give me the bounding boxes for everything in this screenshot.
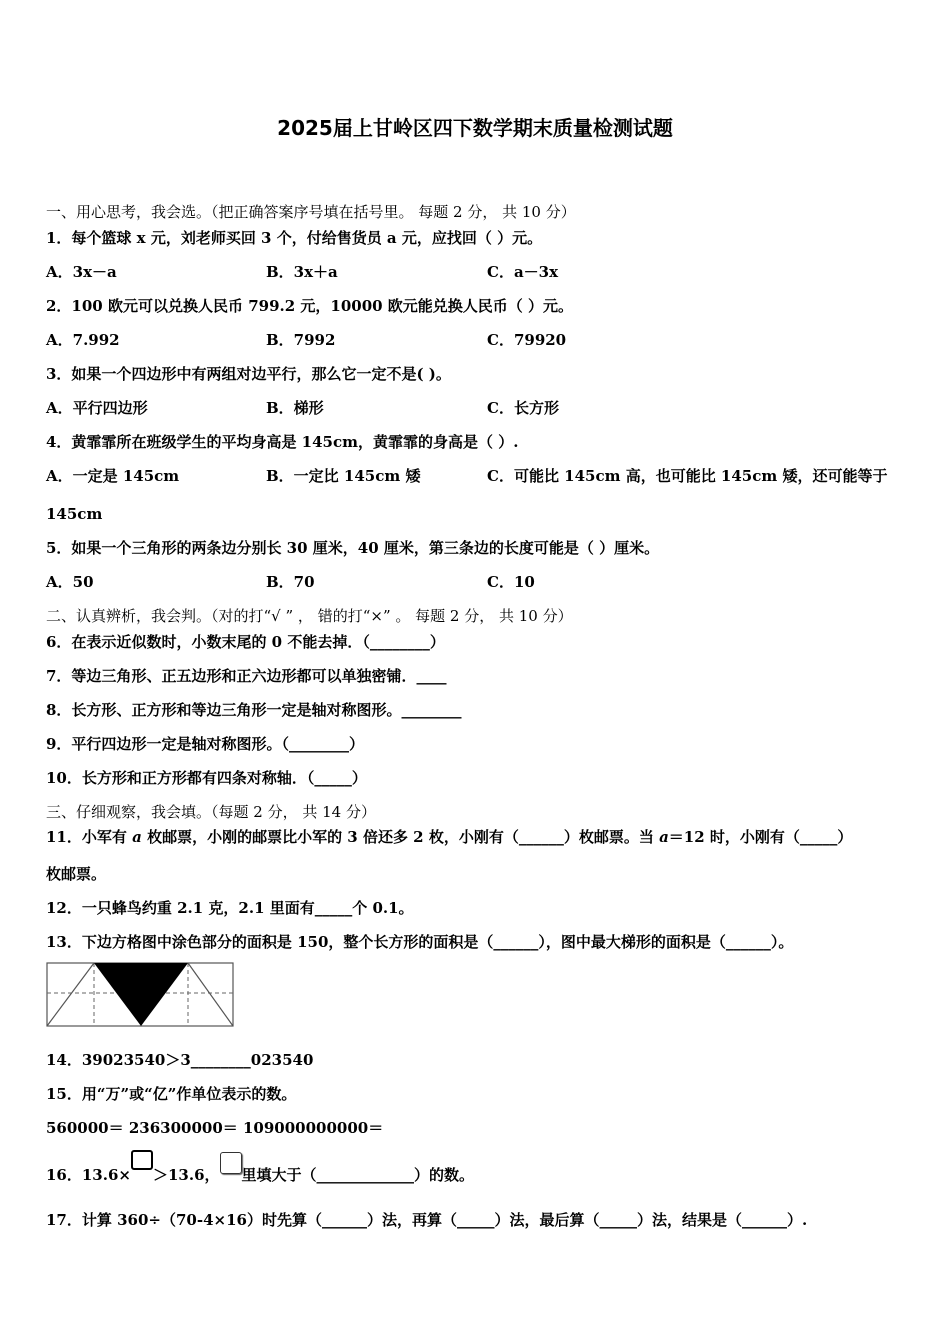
q11-variable-a-2: a xyxy=(659,828,669,846)
question-6: 6．在表示近似数时，小数末尾的 0 不能去掉．（________） xyxy=(46,633,445,651)
shaded-triangle xyxy=(94,963,188,1026)
question-11 xyxy=(46,827,852,847)
question-1: 1．每个篮球 x 元，刘老师买回 3 个，付给售货员 a 元，应找回（ ）元。 xyxy=(46,229,543,247)
question-11-continued: 枚邮票。 xyxy=(46,865,107,883)
q1-option-b: B．3x＋a xyxy=(266,263,338,281)
q4-option-b: B．一定比 145cm 矮 xyxy=(266,467,421,485)
q5-option-c: C．10 xyxy=(487,573,535,591)
trapezoid-left-edge xyxy=(47,963,94,1026)
question-15-answers: 560000＝ 236300000＝ 109000000000＝ xyxy=(46,1119,384,1137)
question-10: 10．长方形和正方形都有四条对称轴．（_____） xyxy=(46,769,367,787)
question-2: 2．100 欧元可以兑换人民币 799.2 元，10000 欧元能兑换人民币（ ）元。 xyxy=(46,297,574,315)
trapezoid-right-edge xyxy=(188,963,233,1026)
q2-option-c: C．79920 xyxy=(487,331,567,349)
grid-figure xyxy=(46,962,234,1028)
question-8: 8．长方形、正方形和等边三角形一定是轴对称图形。________ xyxy=(46,701,462,719)
q16-part-3: 里填大于（_____________）的数。 xyxy=(241,1166,475,1184)
q3-option-c: C．长方形 xyxy=(487,399,559,417)
q5-option-a: A．50 xyxy=(46,573,94,591)
q3-option-b: B．梯形 xyxy=(266,399,324,417)
section-2-heading: 二、认真辨析，我会判。（对的打“√ ” ， 错的打“×” 。 每题 2 分， 共 10 分） xyxy=(46,607,573,625)
q11-part-2: 枚邮票，小刚的邮票比小军的 3 倍还多 2 枚，小刚有（______）枚邮票。当 xyxy=(141,828,660,846)
question-9: 9．平行四边形一定是轴对称图形。（________） xyxy=(46,735,364,753)
question-17: 17．计算 360÷（70-4×16）时先算（______）法，再算（_____）法，最后算（_____）法，结果是（______）. xyxy=(46,1211,808,1229)
question-13: 13．下边方格图中涂色部分的面积是 150，整个长方形的面积是（______），图中最大梯形的面积是（______）。 xyxy=(46,933,794,951)
q1-option-a: A．3x－a xyxy=(46,263,117,281)
section-3-heading: 三、仔细观察，我会填。（每题 2 分， 共 14 分） xyxy=(46,803,376,821)
question-12: 12．一只蜂鸟约重 2.1 克，2.1 里面有_____个 0.1。 xyxy=(46,899,414,917)
q1-option-c: C．a－3x xyxy=(487,263,559,281)
q16-part-2: ＞13.6， xyxy=(152,1166,220,1184)
section-1-heading: 一、用心思考，我会选。（把正确答案序号填在括号里。 每题 2 分， 共 10 分） xyxy=(46,203,576,221)
question-15: 15．用“万”或“亿”作单位表示的数。 xyxy=(46,1085,297,1103)
q11-part-1: 11．小军有 xyxy=(46,828,133,846)
blank-square-icon xyxy=(131,1150,153,1170)
q11-part-3: ＝12 时，小刚有（_____） xyxy=(668,828,853,846)
q4-option-a: A．一定是 145cm xyxy=(46,467,180,485)
q4-option-c: C．可能比 145cm 高，也可能比 145cm 矮，还可能等于 xyxy=(487,467,888,485)
q16-part-1: 16．13.6× xyxy=(46,1166,131,1184)
blank-square-icon-2 xyxy=(220,1152,242,1174)
q11-variable-a: a xyxy=(132,828,142,846)
q2-option-b: B．7992 xyxy=(266,331,336,349)
page-title: 2025届上甘岭区四下数学期末质量检测试题 xyxy=(277,116,673,140)
q2-option-a: A．7.992 xyxy=(46,331,120,349)
q4-option-c-continued: 145cm xyxy=(46,505,103,523)
q5-option-b: B．70 xyxy=(266,573,315,591)
question-16 xyxy=(46,1160,474,1185)
question-5: 5．如果一个三角形的两条边分别长 30 厘米，40 厘米，第三条边的长度可能是（ ）厘米。 xyxy=(46,539,660,557)
question-4: 4．黄霏霏所在班级学生的平均身高是 145cm，黄霏霏的身高是（ ）. xyxy=(46,433,519,451)
question-3: 3．如果一个四边形中有两组对边平行，那么它一定不是( )。 xyxy=(46,365,451,383)
q3-option-a: A．平行四边形 xyxy=(46,399,148,417)
question-7: 7．等边三角形、正五边形和正六边形都可以单独密铺．____ xyxy=(46,667,447,685)
question-14: 14．39023540＞3________023540 xyxy=(46,1051,314,1069)
